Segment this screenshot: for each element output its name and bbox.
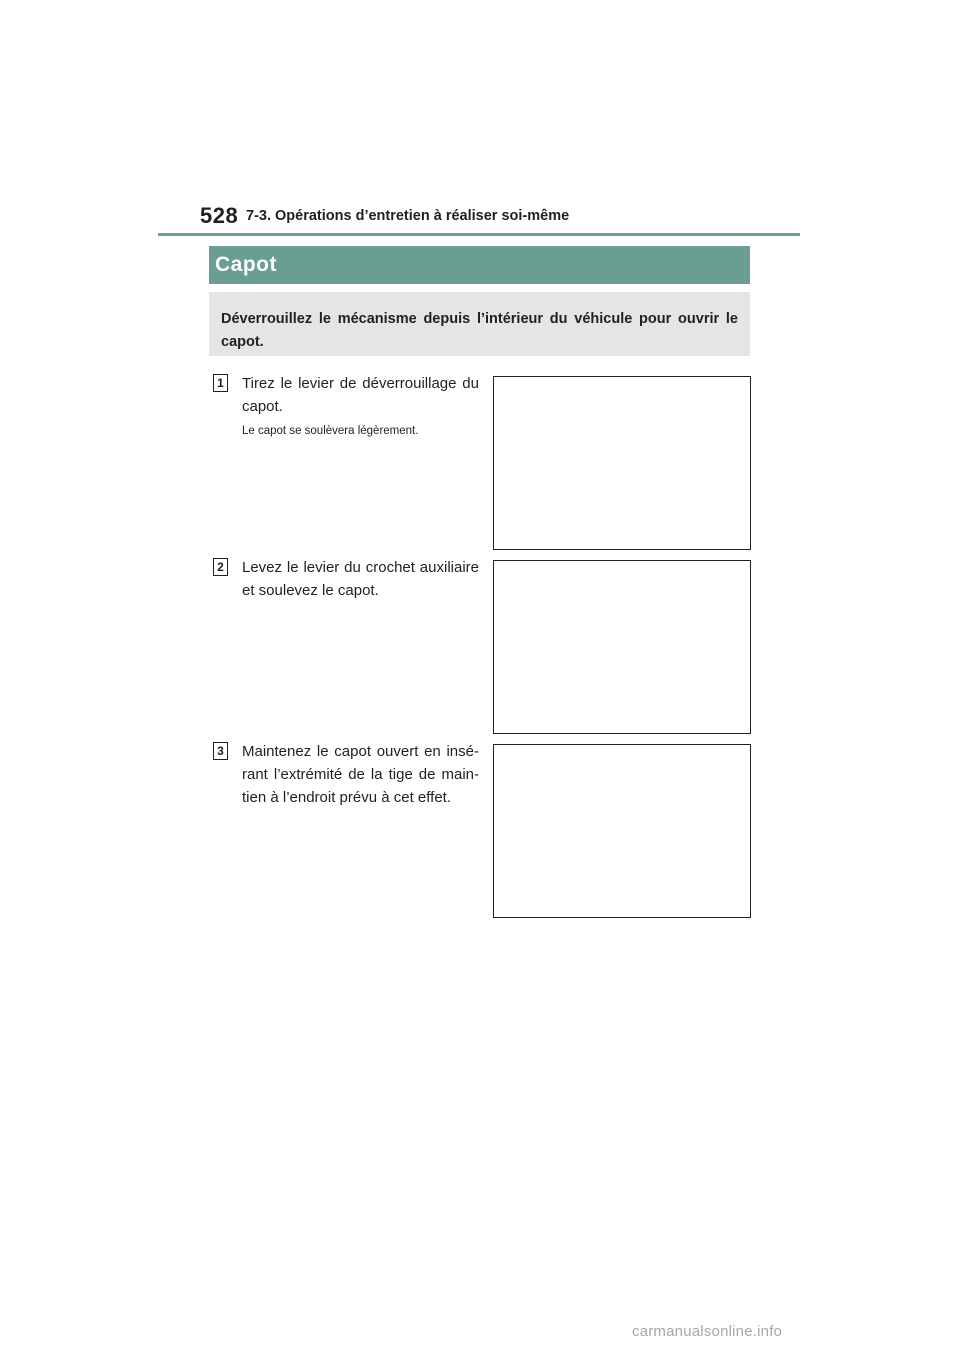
step-1-badge: 1 [213,374,228,392]
step-2-illustration [493,560,751,734]
step-1-illustration [493,376,751,550]
step-3-text: Maintenez le capot ouvert en insé- rant l’extrémité de la tige de main- tien à l’endroit prévu à cet effet. [242,743,479,806]
section-title-bar [209,246,750,284]
step-1-note: Le capot se soulèvera légèrement. [242,425,419,437]
intro-box [209,292,750,356]
header-rule [158,233,800,236]
step-1-text: Tirez le levier de déverrouillage du capot. [242,375,479,415]
step-2-text: Levez le levier du crochet auxiliaire et soulevez le capot. [242,559,479,599]
watermark: carmanualsonline.info [632,1323,783,1340]
step-3-badge: 3 [213,742,228,760]
step-2-badge: 2 [213,558,228,576]
intro-text: Déverrouillez le mécanisme depuis l’intérieur du véhicule pour ouvrir le capot. [221,311,738,350]
section-title: Capot [215,253,277,276]
page-number: 528 [200,203,239,228]
section-path: 7-3. Opérations d’entretien à réaliser soi-même [246,208,570,224]
step-3-illustration [493,744,751,918]
